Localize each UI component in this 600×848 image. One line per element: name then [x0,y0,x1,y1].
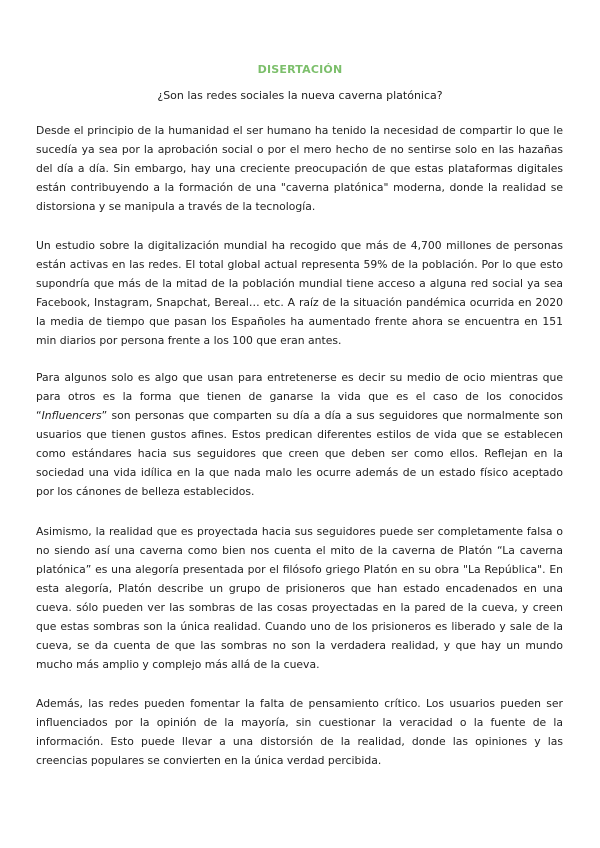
paragraph-influencers [36,368,563,501]
paragraph-plato-cave: Asimismo, la realidad que es proyectada hacia sus seguidores puede ser completamente falsa o no siendo así una caverna como bien nos cuenta el mito de la caverna de Platón “La caverna platónica” es una alegoría presentada por el filósofo griego Platón en su obra "La República". En esta alegoría, Platón describe un grupo de prisioneros que han estado encadenados en una cueva. sólo pueden ver las sombras de las cosas proyectadas en la pared de la cueva, y creen que estas sombras son la única realidad. Cuando uno de los prisioneros es liberado y sale de la cueva, se da cuenta de que las sombras no son la verdadera realidad, y que hay un mundo mucho más amplio y complejo más allá de la cueva. [36,525,563,671]
paragraph-critical-thinking: Además, las redes pueden fomentar la falta de pensamiento crítico. Los usuarios pueden ser influenciados por la opinión de la mayoría, sin cuestionar la veracidad o la fuente de la información. Esto puede llevar a una distorsión de la realidad, donde las opiniones y las creencias populares se convierten en la única verdad percibida. [36,697,563,767]
paragraph-influencers-end: ” son personas que comparten su día a día a sus seguidores que normalmente son usuarios que tienen gustos afines. Estos predican diferentes estilos de vida que se establecen como estándares hacia sus seguidores que creen que deben ser como ellos. Reflejan en la sociedad una vida idílica en la que nada malo les ocurre además de un estado físico aceptado por los cánones de belleza establecidos. [36,409,563,498]
paragraph-statistics: Un estudio sobre la digitalización mundial ha recogido que más de 4,700 millones de personas están activas en las redes. El total global actual representa 59% de la población. Por lo que esto supondría que más de la mitad de la población mundial tiene acceso a alguna red social ya sea Facebook, Instagram, Snapchat, Bereal… etc. A raíz de la situación pandémica ocurrida en 2020 la media de tiempo que pasan los Españoles ha aumentado frente ahora se encuentra en 151 min diarios por persona frente a los 100 que eran antes. [36,239,563,347]
paragraph-intro: Desde el principio de la humanidad el ser humano ha tenido la necesidad de compartir lo que le sucedía ya sea por la aprobación social o por el mero hecho de no sentirse solo en las hazañas del día a día. Sin embargo, hay una creciente preocupación de que estas plataformas digitales están contribuyendo a la formación de una "caverna platónica" moderna, donde la realidad se distorsiona y se manipula a través de la tecnología. [36,124,563,213]
document-title: DISERTACIÓN [257,63,343,76]
document-subtitle: ¿Son las redes sociales la nueva caverna platónica? [157,89,443,102]
paragraph-influencers-start: Para algunos solo es algo que usan para entretenerse es decir su medio de ocio mientras que para otros es la forma que tienen de ganarse la vida que es el caso de los conocidos “ [36,371,563,422]
influencers-emphasis: Influencers [41,409,102,422]
